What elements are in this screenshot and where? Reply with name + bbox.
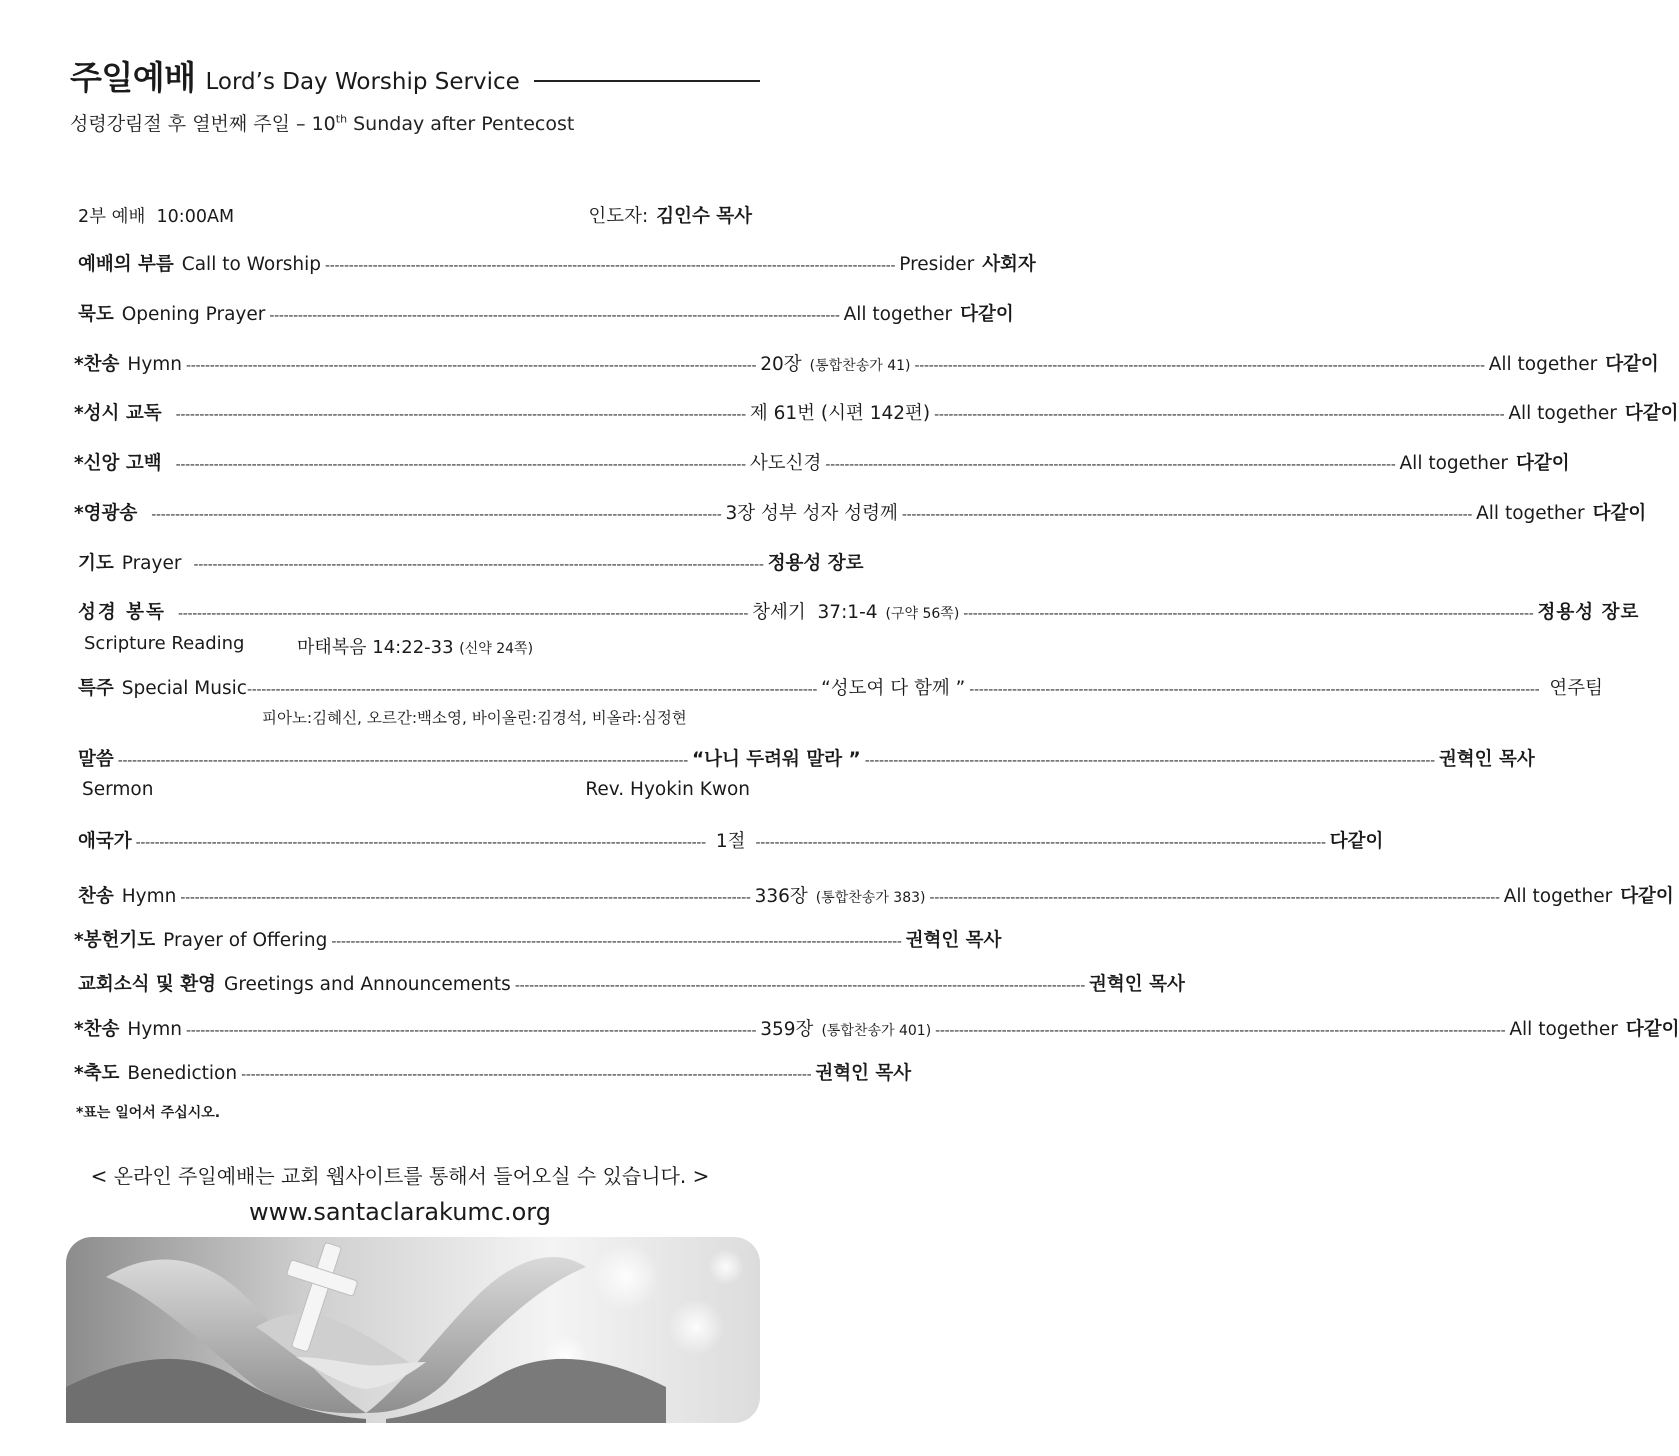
order-item-announcements [78,970,1185,996]
item-right-ko: 연주팀 [1549,678,1604,699]
leader-dashes: ------------------------------------------------------------------------------------------------------------------------ [175,407,746,423]
item-en: Special Music [121,678,247,699]
order-item-offering-prayer [74,926,1002,952]
leader-dashes: ------------------------------------------------------------------------------------------------------------------------ [177,606,749,622]
leader-dashes: ------------------------------------------------------------------------------------------------------------------------ [246,682,818,698]
leader-dashes: ------------------------------------------------------------------------------------------------------------------------ [151,507,722,523]
leader-name: 김인수 목사 [656,206,752,227]
item-right-ko: 다같이 [1624,403,1679,424]
item-right-ko: 사회자 [982,254,1036,275]
item-ko: 예배의 부름 [78,254,174,275]
item-right-ko: 다같이 [1592,503,1647,524]
order-item-sermon [78,745,1535,771]
subtitle-sup: th [335,112,348,126]
item-en: Call to Worship [181,254,322,275]
order-item-special-music [78,674,1604,700]
item-ko: *영광송 [74,503,138,524]
item-en: Sermon [82,779,154,800]
order-item-gloria-patri [74,499,1647,525]
item-ko: 애국가 [78,831,132,852]
item-right-en: All together [1488,354,1598,375]
leader-dashes: ------------------------------------------------------------------------------------------------------------------------ [241,1067,812,1083]
leader-dashes: ------------------------------------------------------------------------------------------------------------------------ [117,753,688,769]
subtitle-post: Sunday after Pentecost [347,113,575,135]
service-time: 2부 예배 10:00AM [78,207,235,227]
order-item-national-anthem [78,827,1384,853]
item-ko: *찬송 [74,354,120,375]
item-ko: 교회소식 및 환영 [78,974,216,995]
item-right-ko: 다같이 [1516,453,1570,474]
item-ko: 특주 [78,678,114,699]
item-right-ko: 권혁인 목사 [1089,974,1185,995]
item-center: 제 61번 (시편 142편) [749,403,931,424]
leader-dashes: ------------------------------------------------------------------------------------------------------------------------ [963,606,1534,622]
leader-dashes: ------------------------------------------------------------------------------------------------------------------------ [901,507,1473,523]
order-item-responsive-reading [74,399,1679,425]
item-right-ko: 다같이 [1620,886,1674,907]
item-right-en: All together [1508,403,1617,424]
item-en: Opening Prayer [121,304,266,325]
order-item-prayer [78,549,864,575]
item-center: 336장 [754,886,808,907]
item-ko: 기도 [78,553,114,574]
item-right-ko: 권혁인 목사 [815,1063,912,1084]
item-right-en: All together [1509,1019,1618,1040]
leader-dashes: ------------------------------------------------------------------------------------------------------------------------ [186,358,757,374]
service-info-row [78,202,752,228]
item-center2: 마태복음 14:22-33 [297,637,454,658]
item-en: Prayer [121,553,182,574]
leader-dashes: ------------------------------------------------------------------------------------------------------------------------ [825,457,1396,473]
standing-note: *표는 일어서 주십시오. [76,1105,221,1121]
church-website-link[interactable]: www.santaclarakumc.org [249,1198,551,1226]
item-center2-small: (신약 24쪽) [459,641,534,657]
item-ko: 성경 봉독 [78,602,166,623]
item-right-en: All together [1476,503,1585,524]
item-right-en: All together [1399,453,1509,474]
item-center: 3장 성부 성자 성령께 [725,503,898,524]
item-en: Benediction [127,1063,238,1084]
order-item-hymn-3 [74,1015,1679,1041]
leader-dashes: ------------------------------------------------------------------------------------------------------------------------ [135,835,706,851]
item-en: Hymn [127,1019,183,1040]
item-en: Hymn [127,354,183,375]
online-worship-notice: < 온라인 주일예배는 교회 웹사이트를 통해서 들어오실 수 있습니다. > [90,1164,710,1188]
item-right-en: All together [1503,886,1613,907]
leader-dashes: ------------------------------------------------------------------------------------------------------------------------ [175,457,746,473]
leader-label: 인도자: [588,206,649,227]
leader-dashes: ------------------------------------------------------------------------------------------------------------------------ [864,753,1435,769]
item-en: Hymn [121,886,177,907]
header [70,52,760,136]
leader-dashes: ------------------------------------------------------------------------------------------------------------------------ [325,258,896,274]
order-item-scripture [78,598,1640,624]
hands-cross-photo [66,1237,760,1423]
title-english: Lord’s Day Worship Service [205,69,520,95]
item-right-en: All together [843,304,953,325]
leader-dashes: ------------------------------------------------------------------------------------------------------------------------ [935,1023,1506,1039]
item-center: 사도신경 [749,453,822,474]
item-right-ko: 다같이 [1625,1019,1679,1040]
title-row [70,52,760,99]
item-ko: 말씀 [78,749,114,770]
item-en: Greetings and Announcements [223,974,511,995]
item-ko: 찬송 [78,886,114,907]
leader-dashes: ------------------------------------------------------------------------------------------------------------------------ [269,308,840,324]
title-korean: 주일예배 [70,58,196,97]
leader-dashes: ------------------------------------------------------------------------------------------------------------------------ [934,407,1505,423]
order-item-hymn-1 [74,350,1659,376]
item-center: “성도여 다 함께 ” [821,678,966,699]
item-ko: 묵도 [78,304,114,325]
item-right-ko: 다같이 [960,304,1014,325]
leader-dashes: ------------------------------------------------------------------------------------------------------------------------ [331,934,902,950]
scripture-en: Scripture Reading [84,633,245,654]
leader-dashes: ------------------------------------------------------------------------------------------------------------------------ [929,890,1500,906]
item-center-small: (통합찬송가 401) [821,1023,932,1039]
item-center: 1절 [715,831,746,852]
order-item-opening-prayer [78,300,1014,326]
item-right-ko: 다같이 [1605,354,1659,375]
subtitle-pre: 성령강림절 후 열번째 주일 – 10 [70,113,336,135]
item-center-small: (통합찬송가 383) [815,890,926,906]
item-ko: *성시 교독 [74,403,162,424]
item-right-ko: 정용성 장로 [767,553,864,574]
item-right-ko: 권혁인 목사 [1438,749,1535,770]
hands-cross-illustration [66,1237,760,1423]
item-center: 20장 [760,354,802,375]
item-ko: *신앙 고백 [74,453,162,474]
special-music-performers: 피아노:김혜신, 오르간:백소영, 바이올린:김경석, 비올라:심정현 [262,709,687,727]
sermon-english-row [82,779,750,800]
item-center-small: (구약 56쪽) [885,606,960,622]
scripture-second-reading [297,633,533,659]
item-en: Prayer of Offering [163,930,328,951]
item-right-en: Presider [899,254,975,275]
leader-dashes: ------------------------------------------------------------------------------------------------------------------------ [755,835,1326,851]
item-ko: *찬송 [74,1019,120,1040]
title-rule [534,80,760,82]
item-right-ko: 다같이 [1329,831,1384,852]
item-right-en: Rev. Hyokin Kwon [585,779,750,800]
leader-dashes: ------------------------------------------------------------------------------------------------------------------------ [180,890,751,906]
order-item-creed [74,449,1570,475]
order-item-hymn-2 [78,882,1674,908]
item-center-small: (통합찬송가 41) [809,358,911,374]
leader-dashes: ------------------------------------------------------------------------------------------------------------------------ [193,557,764,573]
leader-dashes: ------------------------------------------------------------------------------------------------------------------------ [514,978,1086,994]
item-ko: *봉헌기도 [74,930,156,951]
item-right-ko: 정용성 장로 [1537,602,1640,623]
item-center: “나니 두려워 말라 ” [691,749,861,770]
leader-dashes: ------------------------------------------------------------------------------------------------------------------------ [186,1023,757,1039]
item-right-ko: 권혁인 목사 [905,930,1002,951]
item-ko: *축도 [74,1063,120,1084]
order-item-benediction [74,1059,912,1085]
item-center: 창세기 37:1-4 [752,602,878,623]
leader-dashes: ------------------------------------------------------------------------------------------------------------------------ [914,358,1485,374]
subtitle [70,109,760,136]
leader-dashes: ------------------------------------------------------------------------------------------------------------------------ [969,682,1540,698]
item-center: 359장 [760,1019,814,1040]
order-item-call-to-worship [78,250,1036,276]
